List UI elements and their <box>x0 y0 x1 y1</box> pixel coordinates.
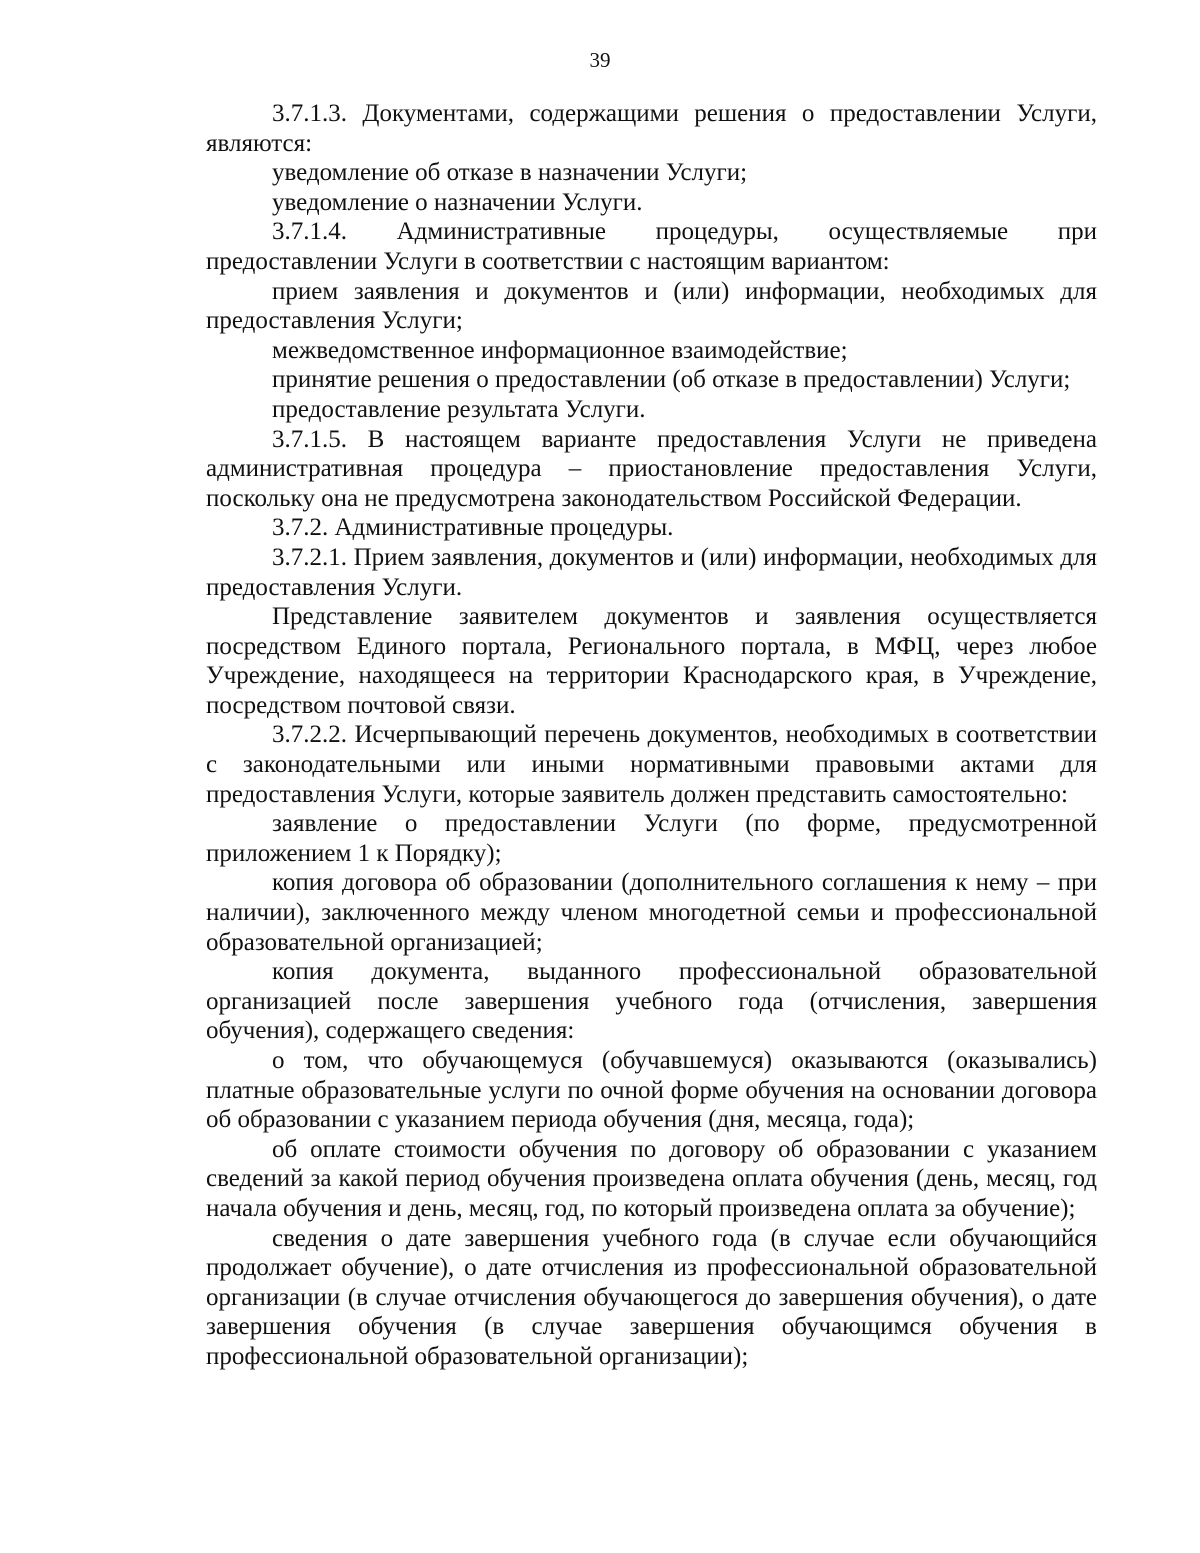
list-item-application-reception: прием заявления и документов и (или) информации, необходимых для предоставления Услуги; <box>206 277 1097 335</box>
paragraph-3-7-1-4: 3.7.1.4. Административные процедуры, осуществляемые при предоставлении Услуги в соответствии с настоящим вариантом: <box>206 218 1097 275</box>
paragraph-3-7-1-5: 3.7.1.5. В настоящем варианте предоставления Услуги не приведена административная процедура – приостановление предоставления Услуги, поскольку она не предусмотрена законодательством Российской Федерации. <box>206 425 1097 512</box>
list-item-application-form: заявление о предоставлении Услуги (по форме, предусмотренной приложением 1 к Порядку); <box>206 810 1097 867</box>
paragraph-3-7-2-1: 3.7.2.1. Прием заявления, документов и (или) информации, необходимых для предоставления Услуги. <box>206 543 1097 601</box>
paragraph-submission-channels: Представление заявителем документов и заявления осуществляется посредством Единого портала, Регионального портала, в МФЦ, через любое Учреждение, находящееся на территории Краснодарского края, в Учреждение, посредством почтовой связи. <box>206 603 1097 719</box>
list-item-document-copy: копия документа, выданного профессиональной образовательной организацией после завершения учебного года (отчисления, завершения обучения), содержащего сведения: <box>206 958 1097 1045</box>
document-body <box>206 99 1097 1372</box>
sub-item-completion-dates: сведения о дате завершения учебного года (в случае если обучающийся продолжает обучение), о дате отчисления из профессиональной образовательной организации (в случае отчисления обучающегося до завершения обучения), о дате завершения обучения (в случае завершения обучающимся обучения в профессиональной образовательной организации); <box>206 1224 1097 1370</box>
list-item-result-provision: предоставление результата Услуги. <box>272 395 646 423</box>
sub-item-payment: об оплате стоимости обучения по договору об образовании с указанием сведений за какой период обучения произведена оплата обучения (день, месяц, год начала обучения и день, месяц, год, по который произведена оплата за обучение); <box>206 1135 1097 1222</box>
list-item-refusal-notice: уведомление об отказе в назначении Услуги; <box>272 159 748 187</box>
paragraph-3-7-1-3: 3.7.1.3. Документами, содержащими решения о предоставлении Услуги, являются: <box>206 100 1097 157</box>
list-item-decision-making: принятие решения о предоставлении (об отказе в предоставлении) Услуги; <box>272 366 1071 394</box>
list-item-interagency-interaction: межведомственное информационное взаимодействие; <box>272 336 848 364</box>
heading-3-7-2: 3.7.2. Административные процедуры. <box>272 514 674 542</box>
page-number: 39 <box>589 48 611 72</box>
paragraph-3-7-2-2: 3.7.2.2. Исчерпывающий перечень документов, необходимых в соответствии с законодательными или иными нормативными правовыми актами для предоставления Услуги, которые заявитель должен представить самостоятельно: <box>206 721 1097 808</box>
list-item-assignment-notice: уведомление о назначении Услуги. <box>272 188 643 216</box>
sub-item-paid-services: о том, что обучающемуся (обучавшемуся) оказываются (оказывались) платные образовательные услуги по очной форме обучения на основании договора об образовании с указанием периода обучения (дня, месяца, года); <box>206 1047 1097 1134</box>
list-item-contract-copy: копия договора об образовании (дополнительного соглашения к нему – при наличии), заключенного между членом многодетной семьи и профессиональной образовательной организацией; <box>206 869 1097 956</box>
